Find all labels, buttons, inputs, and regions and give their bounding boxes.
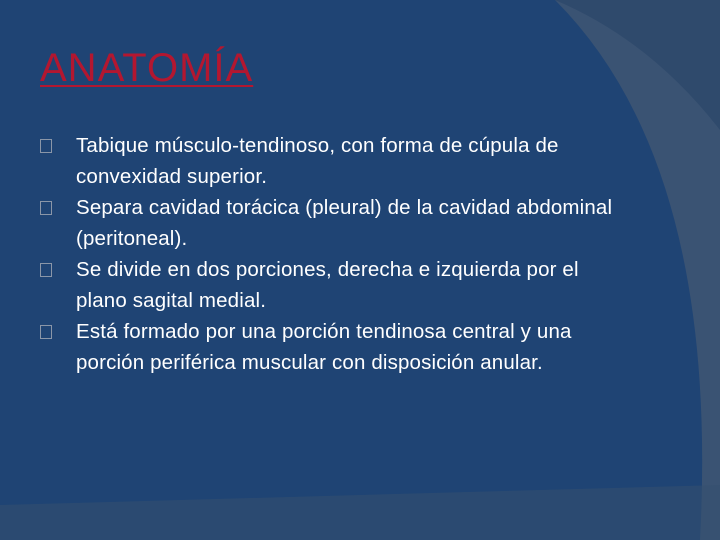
square-bullet-icon [40,263,52,277]
bullet-item [40,254,620,316]
square-bullet-icon [40,139,52,153]
square-bullet-icon [40,325,52,339]
bullet-text: Separa cavidad torácica (pleural) de la cavidad abdominal (peritoneal). [76,196,613,250]
bullet-text: Está formado por una porción tendinosa central y una porción periférica muscular con disposición anular. [76,320,572,374]
bullet-text: Se divide en dos porciones, derecha e izquierda por el plano sagital medial. [76,258,579,312]
bullet-item [40,192,620,254]
slide-title: ANATOMÍA [40,46,254,90]
bullet-list [40,130,620,378]
square-bullet-icon [40,201,52,215]
bullet-text: Tabique músculo-tendinoso, con forma de cúpula de convexidad superior. [76,134,559,188]
bullet-item [40,130,620,192]
bullet-item [40,316,620,378]
